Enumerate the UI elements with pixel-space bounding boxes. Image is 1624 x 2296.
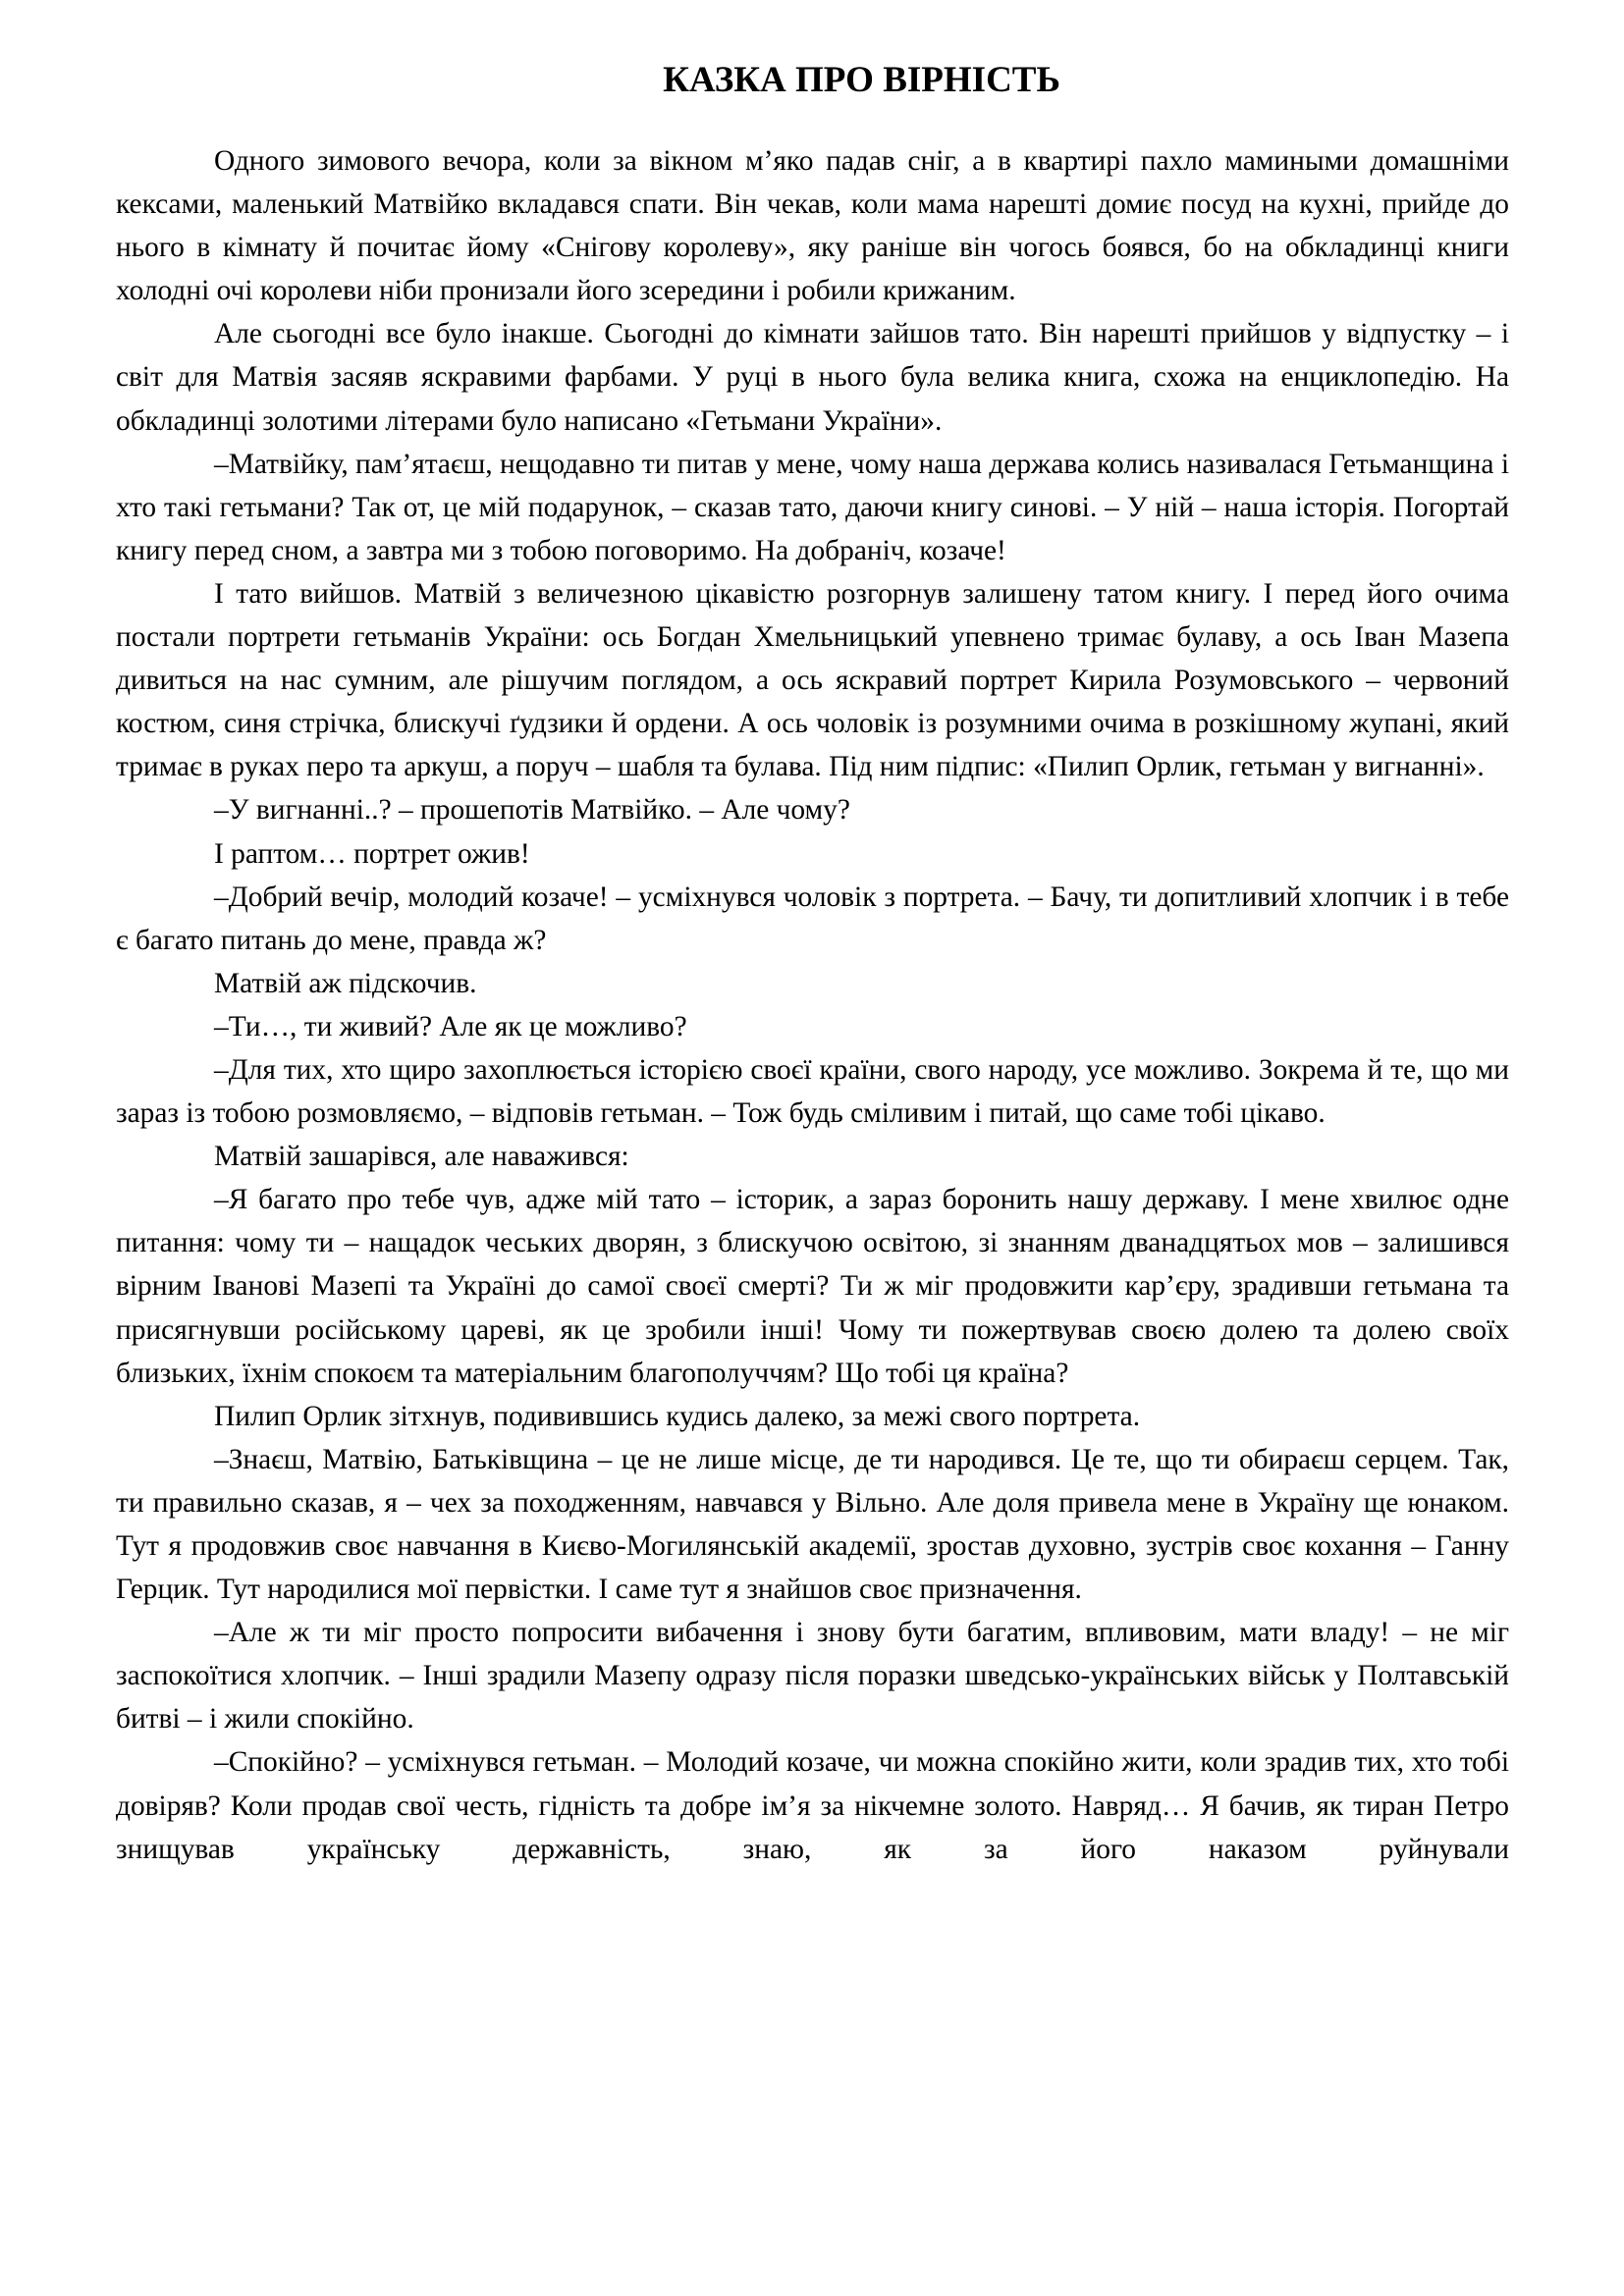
paragraph: Пилип Орлик зітхнув, подивившись кудись далеко, за межі свого портрета. <box>214 1400 1141 1432</box>
paragraph: –У вигнанні..? – прошепотів Матвійко. – Але чому? <box>214 794 850 827</box>
paragraph: –Спокійно? – усміхнувся гетьман. – Молодий козаче, чи можна спокійно жити, коли зрадив тих, хто тобі довіряв? Коли продав свої честь, гідність та добре ім’я за нікчемне золото. Навряд… Я бачив, як тиран Петро знищував українську державність, знаю, як за його наказом руйнували <box>116 1746 1509 1865</box>
paragraph: І тато вийшов. Матвій з величезною цікавістю розгорнув залишену татом книгу. І перед його очима постали портрети гетьманів України: ось Богдан Хмельницький упевнено тримає булаву, а ось Іван Мазепа дивиться на нас сумним, але рішучим поглядом, а ось яскравий портрет Кирила Розумовського – червоний костюм, синя стрічка, блискучі ґудзики й ордени. А ось чоловік із розумними очима в розкішному жупані, який тримає в руках перо та аркуш, а поруч – шабля та булава. Під ним підпис: «Пилип Орлик, гетьман у вигнанні». <box>116 577 1509 783</box>
paragraph: Матвій аж підскочив. <box>214 967 477 999</box>
document-body <box>116 139 1509 1871</box>
document-title: КАЗКА ПРО ВІРНІСТЬ <box>663 60 1060 100</box>
paragraph: –Але ж ти міг просто попросити вибачення і знову бути багатим, впливовим, мати владу! – не міг заспокоїтися хлопчик. – Інші зрадили Мазепу одразу після поразки шведсько-українських військ у Полтавській битві – і жили спокійно. <box>116 1617 1509 1735</box>
paragraph: –Я багато про тебе чув, адже мій тато – історик, а зараз боронить нашу державу. І мене хвилює одне питання: чому ти – нащадок чеських дворян, з блискучою освітою, зі знанням дванадцятьох мов – залишився вірним Іванові Мазепі та Україні до самої своєї смерті? Ти ж міг продовжити кар’єру, зрадивши гетьмана та присягнувши російському цареві, як це зробили інші! Чому ти пожертвував своєю долею та долею своїх близьких, їхнім спокоєм та матеріальним благополуччям? Що тобі ця країна? <box>116 1184 1509 1389</box>
paragraph: –Знаєш, Матвію, Батьківщина – це не лише місце, де ти народився. Це те, що ти обираєш серцем. Так, ти правильно сказав, я – чех за походженням, навчався у Вільно. Але доля привела мене в Україну ще юнаком. Тут я продовжив своє навчання в Києво-Могилянській академії, зростав духовно, зустрів своє кохання – Ганну Герцик. Тут народилися мої первістки. І саме тут я знайшов своє призначення. <box>116 1443 1509 1606</box>
paragraph: –Для тих, хто щиро захоплюється історією своєї країни, свого народу, усе можливо. Зокрема й те, що ми зараз із тобою розмовляємо, – відповів гетьман. – Тож будь сміливим і питай, що саме тобі цікаво. <box>116 1053 1509 1130</box>
paragraph: –Добрий вечір, молодий козаче! – усміхнувся чоловік з портрета. – Бачу, ти допитливий хлопчик і в тебе є багато питань до мене, правда ж? <box>116 881 1509 956</box>
paragraph: Але сьогодні все було інакше. Сьогодні до кімнати зайшов тато. Він нарешті прийшов у відпустку – і світ для Матвія засяяв яскравими фарбами. У руці в нього була велика книга, схожа на енциклопедію. На обкладинці золотими літерами було написано «Гетьмани України». <box>116 318 1509 437</box>
paragraph: –Матвійку, пам’ятаєш, нещодавно ти питав у мене, чому наша держава колись називалася Гетьманщина і хто такі гетьмани? Так от, це мій подарунок, – сказав тато, даючи книгу синові. – У ній – наша історія. Погортай книгу перед сном, а завтра ми з тобою поговоримо. На добраніч, козаче! <box>116 448 1509 566</box>
paragraph: Матвій зашарівся, але наважився: <box>214 1141 629 1173</box>
paragraph: Одного зимового вечора, коли за вікном м’яко падав сніг, а в квартирі пахло мамиными домашніми кексами, маленький Матвійко вкладався спати. Він чекав, коли мама нарешті домиє посуд на кухні, прийде до нього в кімнату й почитає йому «Снігову королеву», яку раніше він чогось боявся, бо на обкладинці книги холодні очі королеви ніби пронизали його зсередини і робили крижаним. <box>116 145 1509 307</box>
paragraph: –Ти…, ти живий? Але як це можливо? <box>214 1010 687 1042</box>
paragraph: І раптом… портрет ожив! <box>214 837 530 870</box>
